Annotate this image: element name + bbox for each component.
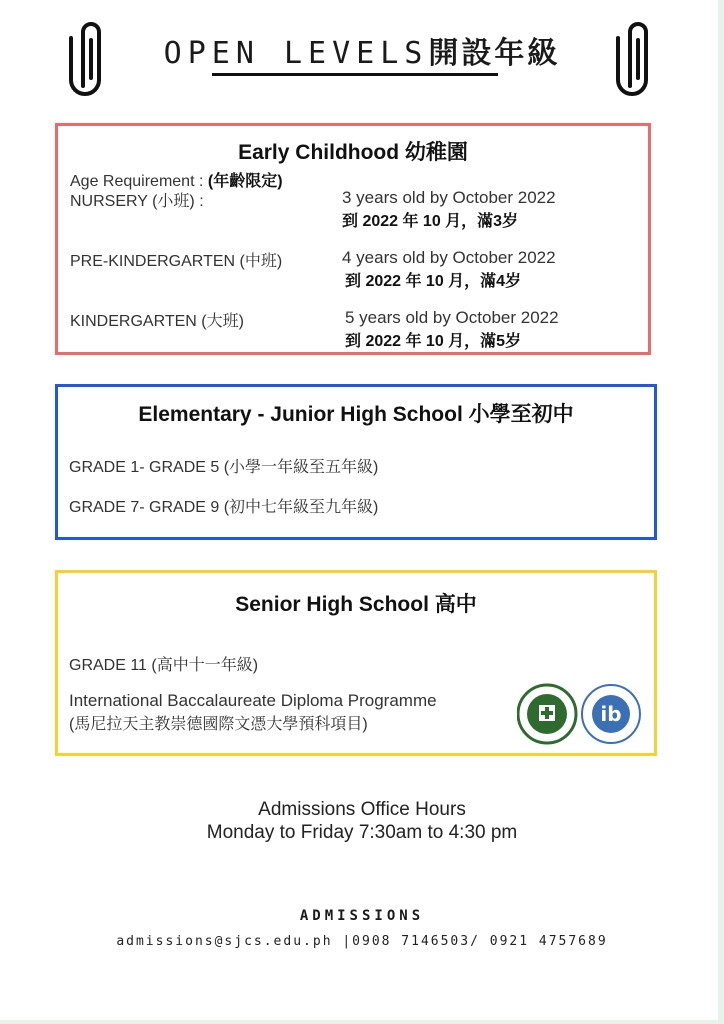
grade-11: GRADE 11 (高中十一年級) [69,657,259,674]
early-childhood-box [55,123,651,355]
age-nursery-cjk: 到 2022 年 10 月，滿3岁 [342,213,519,230]
age-nursery: 3 years old by October 2022 [342,188,556,207]
page-title-cjk: 開設年級 [428,36,561,71]
page-title [0,28,724,72]
ib-programme-line1: International Baccalaureate Diploma Programme [69,691,437,710]
school-logos [517,683,643,745]
age-prek: 4 years old by October 2022 [342,248,556,267]
elementary-title: Elementary - Junior High School 小學至初中 [138,403,574,426]
admissions-contact: admissions@sjcs.edu.ph |0908 7146503/ 0921 4757689 [116,934,608,949]
sjcs-seal-icon [518,685,576,743]
office-hours-times: Monday to Friday 7:30am to 4:30 pm [206,822,518,843]
title-underline [212,73,498,76]
age-prek-cjk: 到 2022 年 10 月，滿4岁 [345,273,522,290]
senior-high-box [55,570,657,756]
elementary-box [55,384,657,540]
page-edge-bottom [0,1020,724,1024]
age-requirement-label: Age Requirement : (年齡限定) [70,173,283,190]
grade-range: GRADE 7- GRADE 9 (初中七年級至九年級) [69,499,379,516]
office-hours [0,798,724,844]
svg-text:ib: ib [600,702,622,726]
level-nursery: NURSERY (小班) : [70,193,204,210]
age-kindergarten-cjk: 到 2022 年 10 月，滿5岁 [345,333,522,350]
age-kindergarten: 5 years old by October 2022 [345,308,559,327]
page-title-latin: OPEN LEVELS [163,36,429,71]
level-prek: PRE-KINDERGARTEN (中班) [70,253,283,270]
page-edge-right [718,0,724,1024]
grade-range: GRADE 1- GRADE 5 (小學一年級至五年級) [69,459,379,476]
ib-programme-line2: (馬尼拉天主教崇德國際文憑大學預科項目) [69,716,368,733]
early-childhood-title: Early Childhood 幼稚園 [238,141,468,164]
ib-logo-icon [582,685,640,743]
admissions-heading: ADMISSIONS [299,908,425,924]
office-hours-title: Admissions Office Hours [258,799,466,820]
level-kindergarten: KINDERGARTEN (大班) [70,313,244,330]
senior-high-title: Senior High School 高中 [235,593,477,616]
